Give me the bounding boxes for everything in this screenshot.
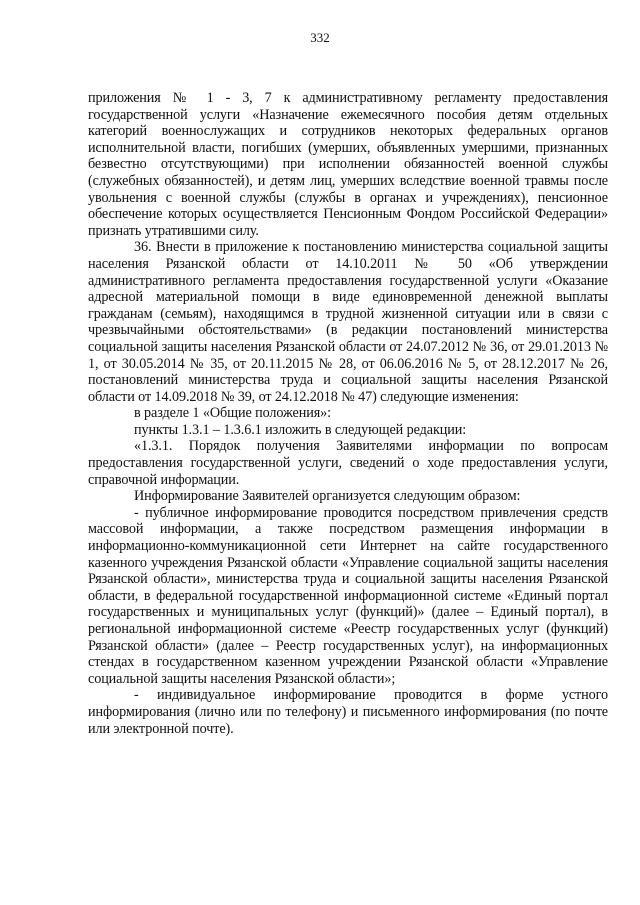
page-number: 332 — [310, 30, 330, 45]
paragraph-section-1: в разделе 1 «Общие положения»: — [134, 405, 331, 422]
paragraph-public-informing: - публичное информирование проводится посредством привлечения средств массовой информации, а также посредством размещения информации в информационно-коммуникационной сети Интернет на сайте государственного казенного учреждения Рязанской области «Управление социальной защиты населения Рязанской области», министерства труда и социальной защиты населения Рязанской области, в федеральной государственной информационной системе «Единый портал государственных и муниципальных услуг (функций)» (далее – Единый портал), в региональной информационной системе «Реестр государственных услуг (функций) Рязанской области» (далее – Реестр государственных услуг), на информационных стендах в государственном казенном учреждении Рязанской области «Управление социальной защиты населения Рязанской области»; — [88, 504, 608, 687]
paragraph-individual-informing: - индивидуальное информирование проводится в форме устного информирования (лично или по телефону) и письменного информирования (по почте или электронной почте). — [88, 687, 608, 737]
document-body — [88, 90, 608, 737]
paragraph-1-3-1: «1.3.1. Порядок получения Заявителями информации по вопросам предоставления государственной услуги, сведений о ходе предоставления услуги, справочной информации. — [88, 438, 608, 488]
paragraph-continuation: приложения № 1 - 3, 7 к административному регламенту предоставления государственной услуги «Назначение ежемесячного пособия детям отдельных категорий военнослужащих и сотрудников некоторых федеральных органов исполнительной власти, погибших (умерших, объявленных умершими, признанных безвестно отсутствующими) при исполнении обязанностей военной службы (служебных обязанностей), и детям лиц, умерших вследствие военной травмы после увольнения с военной службы (службы в органах и учреждениях), пенсионное обеспечение которых осуществляется Пенсионным Фондом Российской Федерации» признать утратившими силу. — [88, 90, 608, 239]
paragraph-item-36: 36. Внести в приложение к постановлению министерства социальной защиты населения Рязанской области от 14.10.2011 № 50 «Об утверждении административного регламента предоставления государственной услуги «Оказание адресной материальной помощи в виде единовременной денежной выплаты гражданам (семьям), находящимся в трудной жизненной ситуации или в связи с чрезвычайными обстоятельствами» (в редакции постановлений министерства социальной защиты населения Рязанской области от 24.07.2012 № 36, от 29.01.2013 № 1, от 30.05.2014 № 35, от 20.11.2015 № 28, от 06.06.2016 № 5, от 28.12.2017 № 26, постановлений министерства труда и социальной защиты населения Рязанской области от 14.09.2018 № 39, от 24.12.2018 № 47) следующие изменения: — [88, 239, 608, 405]
paragraph-informing-intro: Информирование Заявителей организуется следующим образом: — [134, 488, 521, 505]
paragraph-clauses: пункты 1.3.1 – 1.3.6.1 изложить в следующей редакции: — [134, 421, 467, 438]
